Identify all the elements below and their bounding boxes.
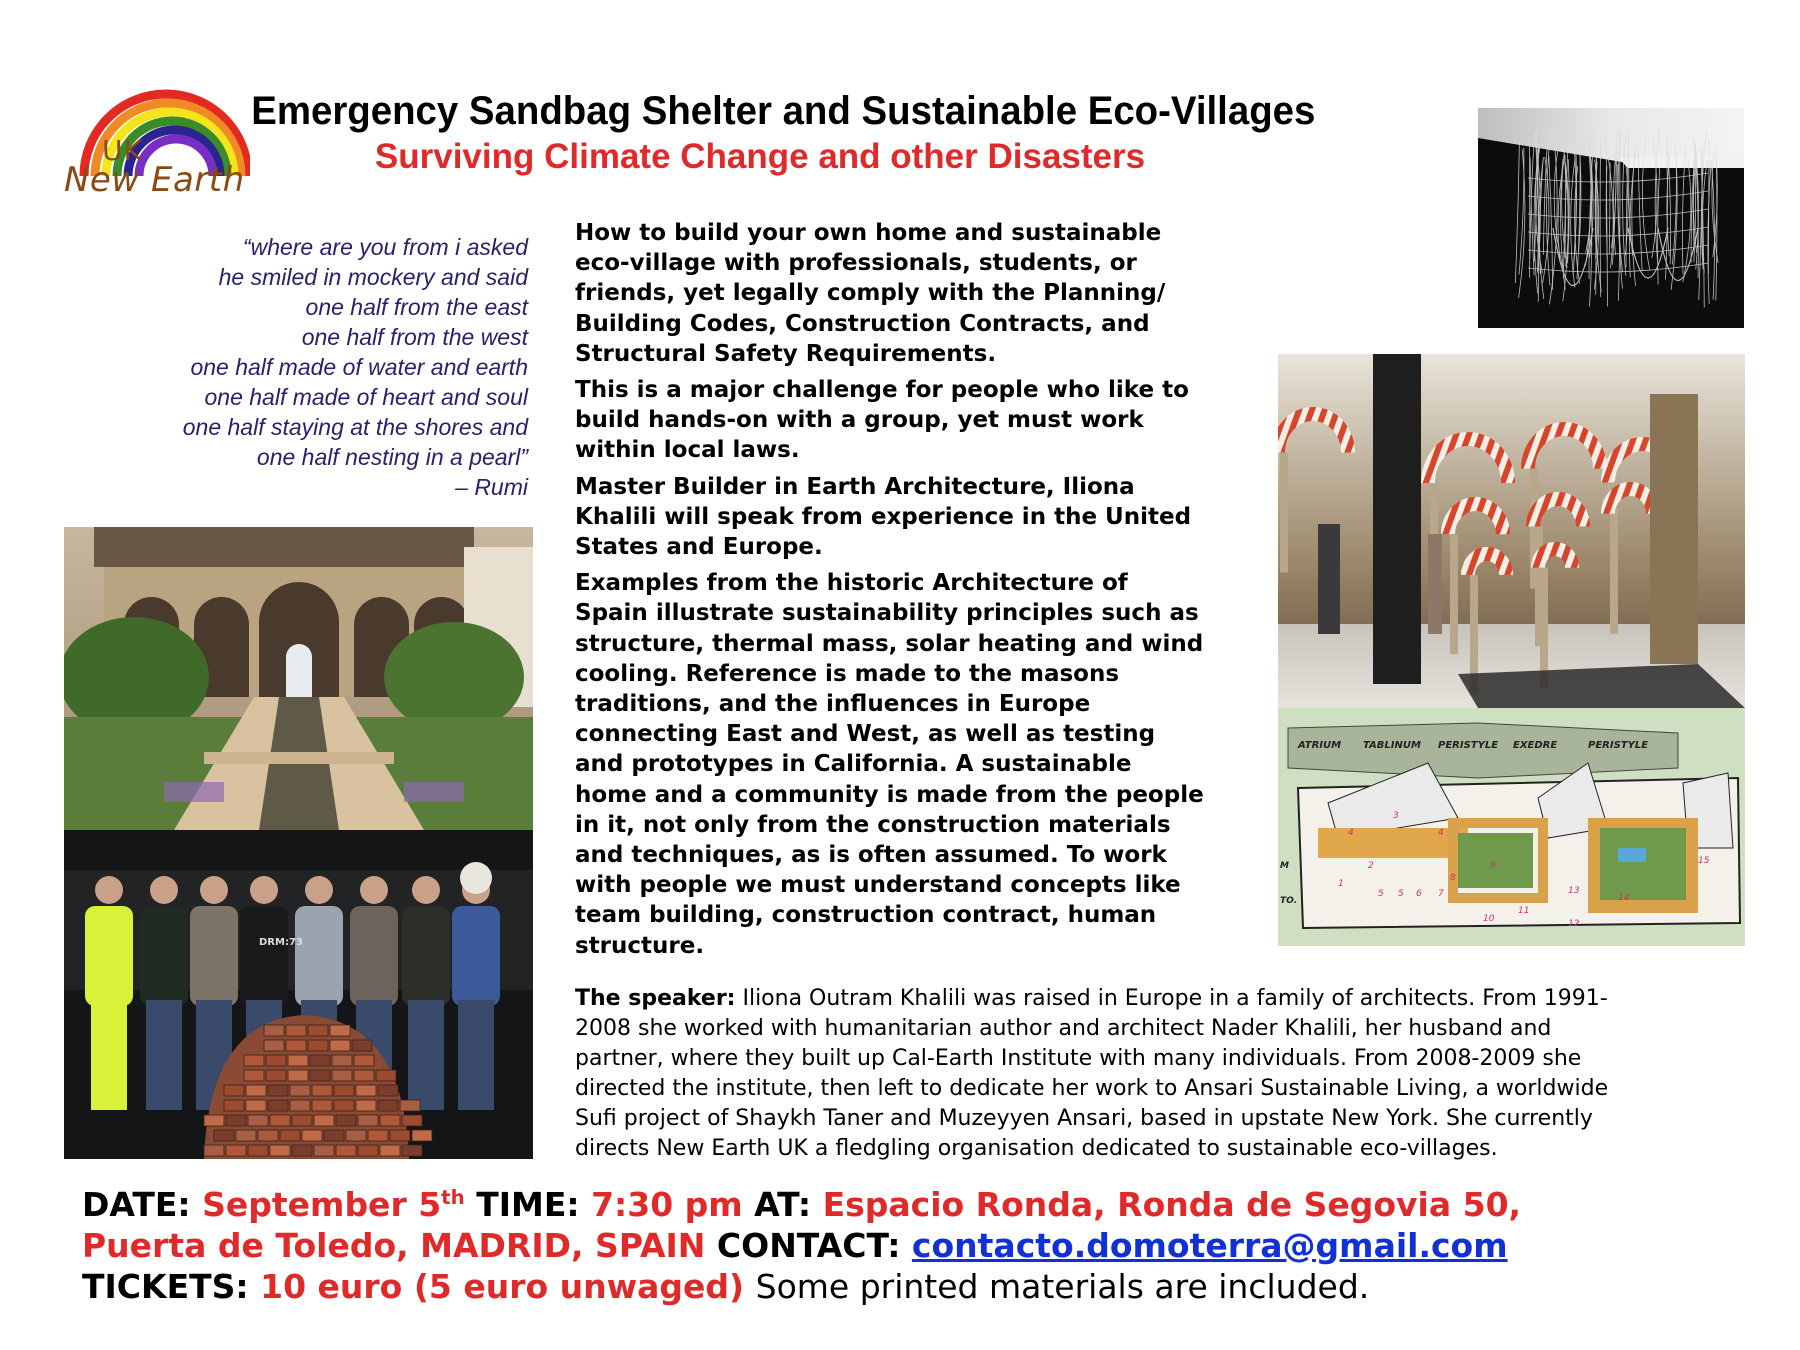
plan-number: 9 xyxy=(1490,861,1496,871)
svg-text:M: M xyxy=(1280,861,1289,871)
plan-number: 7 xyxy=(1438,889,1444,899)
plan-number: 3 xyxy=(1393,811,1399,821)
brick xyxy=(290,1100,310,1111)
page-subtitle: Surviving Climate Change and other Disasters xyxy=(374,137,1146,176)
poem-line: one half from the west xyxy=(301,324,528,350)
brick xyxy=(248,1115,268,1126)
brick xyxy=(346,1130,366,1141)
brick xyxy=(330,1040,350,1051)
poem-line: one half made of water and earth xyxy=(190,354,528,380)
brick xyxy=(270,1145,290,1156)
brick xyxy=(334,1100,354,1111)
plan-number: 12 xyxy=(1568,919,1580,929)
svg-text:TO.: TO. xyxy=(1280,896,1298,906)
plan-number: 4 xyxy=(1348,828,1354,838)
brick xyxy=(264,1025,284,1036)
plan-label: TABLINUM xyxy=(1363,740,1421,751)
plan-number: 5 xyxy=(1378,889,1384,899)
brick xyxy=(336,1145,356,1156)
description-paragraph: This is a major challenge for people who like to build hands-on with a group, yet must work within local laws. xyxy=(575,377,1189,464)
brick xyxy=(286,1040,306,1051)
speaker-label: The speaker: xyxy=(575,986,736,1011)
brick xyxy=(330,1025,350,1036)
brick xyxy=(288,1070,308,1081)
venue-line-1: Espacio Ronda, Ronda de Segovia 50, xyxy=(822,1185,1522,1224)
brick xyxy=(244,1055,264,1066)
poem-line: he smiled in mockery and said xyxy=(218,264,528,290)
brick xyxy=(226,1145,246,1156)
speaker-text: Iliona Outram Khalili was raised in Europe in a family of architects. From 1991- 2008 she worked with humanitarian author and architect Nader Khalili, her husband and partner, where they built up Cal-Earth Institute with many individuals. From 2008-2009 she directed the institute, then left to dedicate her work to Ansari Sustainable Living, a worldwide Sufi project of Shaykh Taner and Muzeyyen Ansari, based in upstate New York. She currently directs New Earth UK a fledgling organisation dedicated to sustainable eco-villages. xyxy=(575,986,1609,1161)
brick xyxy=(236,1130,256,1141)
brick xyxy=(292,1145,312,1156)
brick xyxy=(334,1085,354,1096)
plan-number: 8 xyxy=(1450,873,1456,883)
mosque-of-cordoba-photo xyxy=(1278,354,1745,708)
description-paragraph: Examples from the historic Architecture of Spain illustrate sustainability principles such as structure, thermal mass, solar heating and wind cooling. Reference is made to the masons traditions, and the influences in Europe connecting East and West, as well as testing and prototypes in California. A sustainable home and a community is made from the people in it, not only from the construction materials and techniques, as is often assumed. To work with people we must understand concepts like team building, construction contract, human structure. xyxy=(575,570,1204,959)
speaker-bio xyxy=(575,984,1795,1164)
brick xyxy=(248,1145,268,1156)
brick xyxy=(332,1070,352,1081)
time-value: 7:30 pm xyxy=(591,1185,743,1224)
plan-label: PERISTYLE xyxy=(1438,740,1499,751)
brick xyxy=(402,1145,422,1156)
brick xyxy=(310,1070,330,1081)
brick xyxy=(314,1115,334,1126)
person-head xyxy=(305,876,333,904)
person-head xyxy=(95,876,123,904)
plan-number: 2 xyxy=(1368,861,1374,871)
brick xyxy=(204,1145,224,1156)
plan-number: 15 xyxy=(1698,856,1710,866)
brick xyxy=(378,1100,398,1111)
brick xyxy=(352,1040,372,1051)
date-label: DATE: xyxy=(82,1185,191,1224)
person-body xyxy=(350,906,398,1006)
plan-number: 10 xyxy=(1483,914,1495,924)
date-value xyxy=(202,1185,465,1224)
brick xyxy=(314,1145,334,1156)
contact-email-link[interactable]: contacto.domoterra@gmail.com xyxy=(911,1226,1508,1265)
brick xyxy=(308,1040,328,1051)
date-suffix: th xyxy=(441,1186,465,1209)
logo-uk-new-earth xyxy=(62,84,250,200)
brick xyxy=(292,1115,312,1126)
description-paragraph: Master Builder in Earth Architecture, Iliona Khalili will speak from experience in the United States and Europe. xyxy=(575,473,1192,561)
brick xyxy=(266,1055,286,1066)
person-head xyxy=(250,876,278,904)
person-head xyxy=(412,876,440,904)
brick xyxy=(268,1085,288,1096)
brick xyxy=(380,1115,400,1126)
brick xyxy=(336,1115,356,1126)
person-body xyxy=(402,906,450,1006)
brick xyxy=(390,1130,410,1141)
poem-line: one half from the east xyxy=(305,294,528,320)
brick xyxy=(214,1130,234,1141)
plan-label: ATRIUM xyxy=(1298,740,1342,751)
person-head xyxy=(150,876,178,904)
plan-number: 4 xyxy=(1438,828,1444,838)
plan-number: 13 xyxy=(1568,886,1580,896)
rumi-poem xyxy=(100,232,528,502)
plan-number: 11 xyxy=(1518,906,1530,916)
person-body xyxy=(140,906,188,1006)
brick xyxy=(246,1085,266,1096)
event-description xyxy=(575,218,1265,967)
generalife-garden-photo xyxy=(64,527,533,830)
plan-label: EXEDRE xyxy=(1513,740,1558,751)
brick xyxy=(268,1100,288,1111)
brick xyxy=(356,1085,376,1096)
plan-label: PERISTYLE xyxy=(1588,740,1649,751)
poem-line: one half staying at the shores and xyxy=(182,414,528,440)
brick xyxy=(270,1115,290,1126)
brick xyxy=(354,1070,374,1081)
tickets-label: TICKETS: xyxy=(82,1267,249,1306)
roman-house-plan-illustration xyxy=(1278,708,1745,946)
brick xyxy=(358,1115,378,1126)
plan-number: 6 xyxy=(1416,889,1422,899)
person-body xyxy=(190,906,238,1006)
brick xyxy=(224,1100,244,1111)
brick xyxy=(358,1145,378,1156)
brick xyxy=(288,1055,308,1066)
brick xyxy=(376,1070,396,1081)
person-body xyxy=(452,906,500,1006)
brick xyxy=(302,1130,322,1141)
poem-line: “where are you from i asked xyxy=(242,234,528,260)
brick xyxy=(204,1115,224,1126)
person-body xyxy=(85,906,133,1006)
plan-number: 14 xyxy=(1618,893,1630,903)
brick xyxy=(266,1070,286,1081)
poem-line: one half made of heart and soul xyxy=(204,384,528,410)
brick xyxy=(286,1025,306,1036)
brick xyxy=(400,1100,420,1111)
brick xyxy=(246,1100,266,1111)
brick xyxy=(280,1130,300,1141)
brick xyxy=(354,1055,374,1066)
hanging-chain-model-photo xyxy=(1478,108,1744,328)
poem-line: one half nesting in a pearl” xyxy=(256,444,528,470)
brick xyxy=(244,1070,264,1081)
person-head xyxy=(360,876,388,904)
brick xyxy=(224,1085,244,1096)
date-text: September 5 xyxy=(202,1185,442,1224)
brick xyxy=(312,1100,332,1111)
person-head xyxy=(200,876,228,904)
brick xyxy=(308,1025,328,1036)
brick xyxy=(290,1085,310,1096)
at-label: AT: xyxy=(754,1185,812,1224)
person-body xyxy=(240,906,288,1006)
plan-number: 5 xyxy=(1398,889,1404,899)
brick xyxy=(226,1115,246,1126)
brick xyxy=(324,1130,344,1141)
tickets-note: Some printed materials are included. xyxy=(755,1267,1370,1306)
brick xyxy=(264,1040,284,1051)
plan-number: 1 xyxy=(1338,879,1344,889)
brick xyxy=(258,1130,278,1141)
brick xyxy=(368,1130,388,1141)
logo-text-new-earth: New Earth xyxy=(64,160,245,200)
team-with-brick-dome-photo xyxy=(64,830,533,1159)
brick xyxy=(402,1115,422,1126)
description-paragraph: How to build your own home and sustainable eco-village with professionals, students, or friends, yet legally comply with the Planning/ Building Codes, Construction Contracts, and Structural Safety Requirements. xyxy=(575,220,1166,367)
brick xyxy=(332,1055,352,1066)
event-details xyxy=(82,1184,1782,1307)
brick xyxy=(380,1145,400,1156)
brick xyxy=(310,1055,330,1066)
svg-text:DRM:73: DRM:73 xyxy=(259,937,303,948)
brick xyxy=(312,1085,332,1096)
brick xyxy=(378,1085,398,1096)
person-body xyxy=(295,906,343,1006)
venue-line-2: Puerta de Toledo, MADRID, SPAIN xyxy=(82,1226,706,1265)
contact-label: CONTACT: xyxy=(716,1226,901,1265)
time-label: TIME: xyxy=(476,1185,580,1224)
poem-attribution: – Rumi xyxy=(455,474,528,500)
page-title: Emergency Sandbag Shelter and Sustainable Eco-Villages xyxy=(251,89,1316,133)
logo-text-uk: UK xyxy=(102,134,143,167)
tickets-price: 10 euro (5 euro unwaged) xyxy=(260,1267,745,1306)
brick xyxy=(412,1130,432,1141)
brick xyxy=(356,1100,376,1111)
